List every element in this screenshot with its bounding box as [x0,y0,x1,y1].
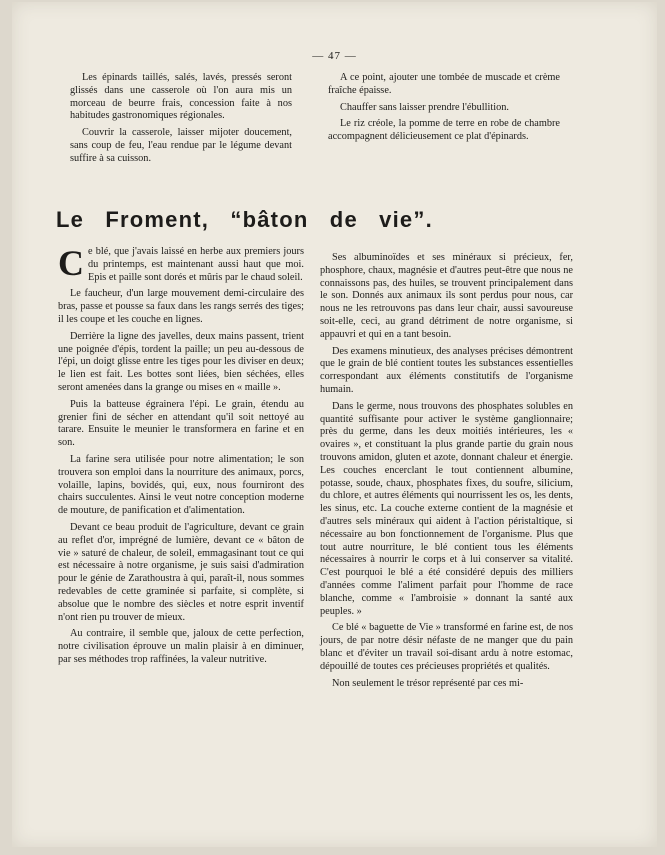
article-column-right [320,252,573,694]
article-title: Le Froment, “bâton de vie”. [56,207,433,232]
recipe-paragraph: Chauffer sans laisser prendre l'ébullition. [340,101,509,113]
article-paragraph: Ses albuminoïdes et ses minéraux si précieux, fer, phosphore, chaux, magnésie et d'autres peut-être que nous ne connaissons pas, des huiles, se trouvent principalement dans le son. Donnés aux animaux ils sont perdus pour nous, car nous ne les retrouvons pas dans leur chair, aussi savoureuse soit-elle, ceci, au grand détriment de notre organisme, si appauvri et qui en a tant besoin. [320,252,573,340]
recipe-column-left [70,72,292,170]
recipe-column-right [328,72,560,148]
recipe-paragraph: Les épinards taillés, salés, lavés, pressés seront glissés dans une casserole où l'on aura mis un morceau de beurre frais, concession faite à nos habitudes gastronomiques régionales. [70,72,292,122]
article-column-left [58,243,304,671]
recipe-paragraph: Couvrir la casserole, laisser mijoter doucement, sans coup de feu, l'eau rendue par le légume devant suffire à sa cuisson. [70,127,292,164]
article-paragraph: Puis la batteuse égrainera l'épi. Le grain, étendu au grenier fini de sécher en attendant qu'il soit nettoyé au tarare. Ensuite le meunier le transformera en farine et en son. [58,398,304,449]
recipe-paragraph: Le riz créole, la pomme de terre en robe de chambre accompagnent délicieusement ce plat d'épinards. [328,118,560,143]
article-paragraph: Dans le germe, nous trouvons des phosphates solubles en quantité suffisante pour activer le système ganglionnaire; près du germe, dans les deux moitiés intérieures, les « ovaires », et constituant la plus grande partie du grain nous trouvons amidon, gluten et azote, donnant chaleur et énergie. Les couches encerclant le tout contiennent albumine, potasse, soude, chaux, phosphates fixes, du soufre, silicium, du chlore, et autres éléments qui nourrissent les os, les dents, les sinus, etc. La couche externe contient de la magnésie et d'autres sels minéraux qui aident à l'action péristaltique, si nécessaire au bon fonctionnement de l'organisme. Plus que tout autre nourriture, le blé contient tous les éléments nécessaires à nourrir le corps et à lui conserver sa vitalité. C'est pourquoi le blé a été considéré depuis des milliers d'années comme l'aliment parfait pour l'homme de race blanche, comme « l'ambroisie » donnant la santé aux peuples. » [320,400,573,617]
drop-cap: C [58,243,84,283]
article-paragraph: Non seulement le trésor représenté par ces mi- [332,677,524,689]
article-paragraph: Derrière la ligne des javelles, deux mains passent, trient une poignée d'épis, tordent la paille; un peu au-dessous de l'épi, un doigt glisse entre les tiges pour les diviser en deux; le lien est fait. Les bottes sont liées, bien séchées, elles seront amenées dans la grange ou mises en « maille ». [58,330,304,393]
article-paragraph: Ce blé « baguette de Vie » transformé en farine est, de nos jours, de par notre désir néfaste de ne manger que du pain blanc et d'éviter un travail soi-disant ardu à notre estomac, dépouillé de toutes ces précieuses propriétés et qualités. [320,622,573,672]
page-number: — 47 — [312,50,357,62]
magazine-page [12,2,657,847]
article-first-paragraph [58,243,304,284]
recipe-paragraph: A ce point, ajouter une tombée de muscade et crème fraîche épaisse. [328,72,560,96]
article-paragraph: Devant ce beau produit de l'agriculture, devant ce grain au reflet d'or, imprégné de lumière, devant ce « bâton de vie » saturé de chaleur, de soleil, emmagasinant tout ce qui est nécessaire à notre organisme, je suis saisi d'admiration pour le génie de Zarathoustra à qui, paraît-il, nous sommes redevables de cette graminée si parfaite, si complète, si absolue que le nombre des siècles et notre esprit inventif n'ont rien pu trouver de mieux. [58,521,304,623]
article-paragraph: Au contraire, il semble que, jaloux de cette perfection, notre civilisation éprouve un malin plaisir à en diminuer, par ses méthodes trop raffinées, la valeur nutritive. [58,628,304,665]
first-paragraph-text: e blé, que j'avais laissé en herbe aux premiers jours du printemps, est maintenant aussi haut que moi. Epis et paille sont dorés et mûris par le chaud soleil. [88,246,304,283]
article-paragraph: Des examens minutieux, des analyses précises démontrent que le grain de blé contient toutes les substances essentielles correspondant aux éléments constitutifs de l'organisme humain. [320,345,573,395]
article-paragraph: Le faucheur, d'un large mouvement demi-circulaire des bras, passe et pousse sa faux dans les rangs serrés des tiges; il les coupe et les couche en lignes. [58,288,304,325]
article-paragraph: La farine sera utilisée pour notre alimentation; le son trouvera son emploi dans la nourriture des animaux, porcs, volaille, lapins, bovidés, qui, eux, nous fourniront des chairs succulentes. Ainsi le veut notre conception moderne de mouture, de panification et d'alimentation. [58,453,304,517]
